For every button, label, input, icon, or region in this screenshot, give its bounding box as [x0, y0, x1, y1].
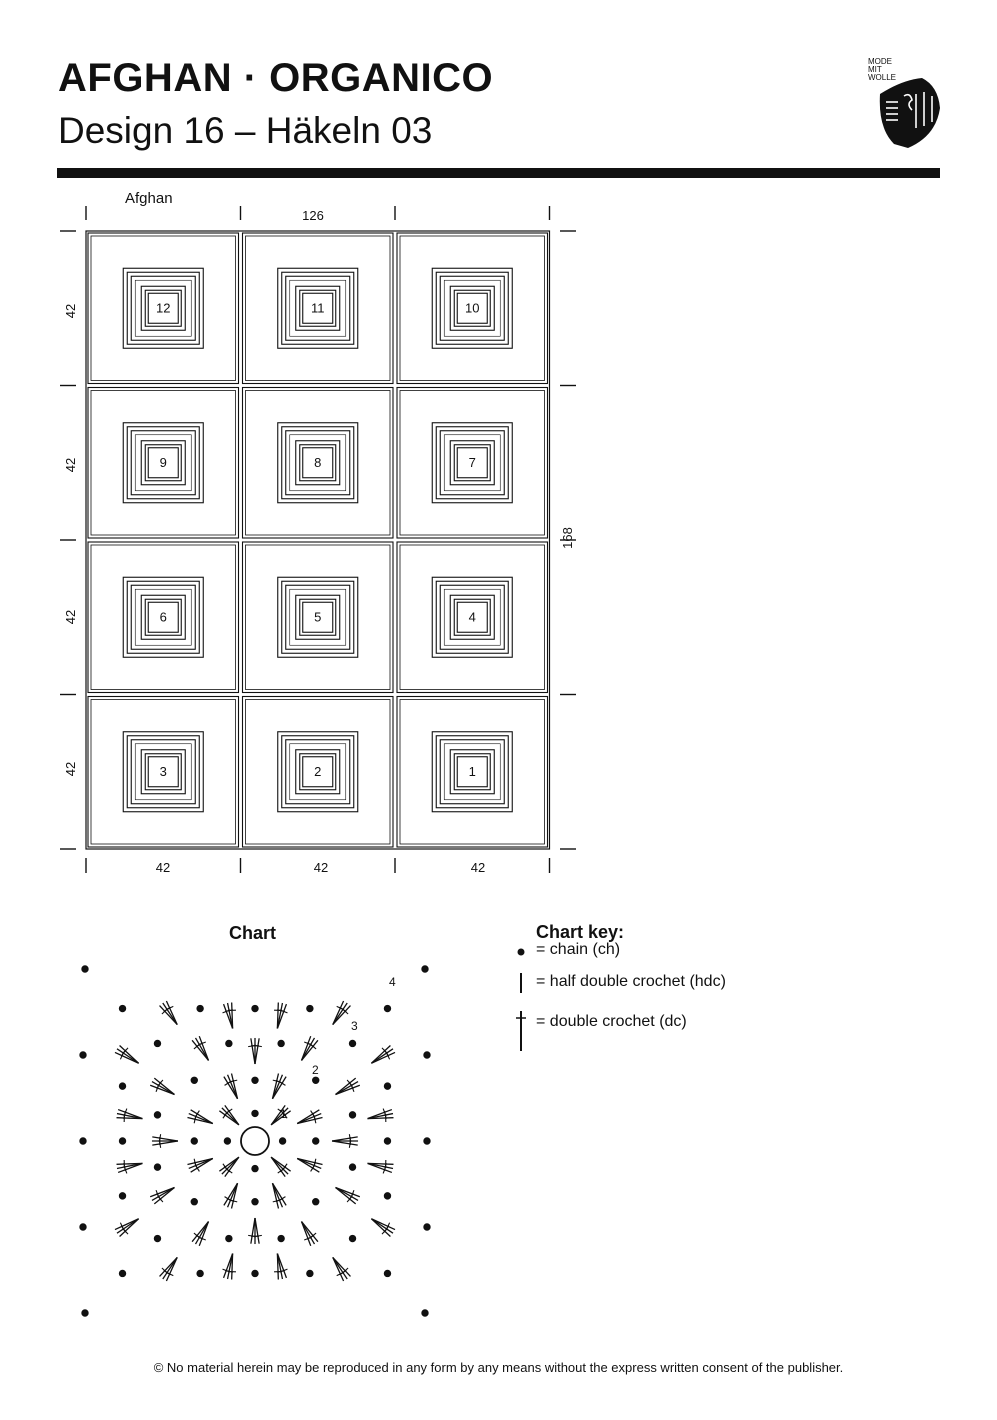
dc-symbol	[154, 1078, 174, 1094]
chain-dot	[252, 1165, 258, 1171]
chain-dot	[80, 1224, 86, 1230]
chain-dot	[313, 1077, 319, 1083]
chain-dot	[191, 1199, 197, 1205]
dc-symbol	[229, 1073, 237, 1098]
dc-symbol	[271, 1157, 285, 1176]
chain-dot	[154, 1112, 160, 1118]
dc-symbol	[192, 1222, 208, 1242]
chain-dot	[252, 1077, 258, 1083]
dc-stem	[225, 1105, 239, 1124]
chain-dot	[252, 1270, 258, 1276]
chain-dot	[252, 1110, 258, 1116]
chain-dot	[224, 1138, 230, 1144]
dc-stem	[166, 1001, 177, 1025]
dc-symbol	[198, 1036, 208, 1060]
dc-symbol	[118, 1163, 142, 1173]
chain-dot	[191, 1138, 197, 1144]
dimension-row-height: 42	[63, 457, 78, 473]
chain-dot	[307, 1005, 313, 1011]
square-number: 12	[156, 300, 171, 316]
square-number: 11	[311, 300, 325, 316]
dc-symbol	[336, 1187, 356, 1203]
dc-crossbar	[195, 1111, 199, 1118]
square-number: 4	[468, 609, 476, 625]
dc-stem	[336, 1085, 360, 1094]
page-subtitle: Design 16 – Häkeln 03	[58, 110, 433, 151]
chart-title: Chart	[229, 923, 277, 943]
dc-symbol	[166, 1001, 177, 1025]
chain-dot	[278, 1235, 284, 1241]
dc-symbol	[223, 1253, 233, 1277]
dc-crossbar	[226, 1109, 232, 1114]
chain-dot	[279, 1138, 285, 1144]
chain-dot	[349, 1112, 355, 1118]
page-title: AFGHAN · ORGANICO	[58, 56, 494, 100]
chain-dot	[422, 1310, 428, 1316]
dc-symbol	[301, 1040, 317, 1060]
chain-dot	[119, 1193, 125, 1199]
dc-stem	[199, 1036, 208, 1060]
chain-dot	[154, 1164, 160, 1170]
chain-dot	[197, 1270, 203, 1276]
dc-symbol	[228, 1003, 236, 1029]
dot-icon	[512, 943, 532, 969]
dc-stem	[333, 1257, 344, 1281]
chart-key-label: = double crochet (dc)	[536, 1013, 687, 1030]
square-number: 6	[159, 609, 167, 625]
chain-dot	[191, 1077, 197, 1083]
dimension-col-width: 42	[313, 860, 329, 875]
dimension-row-height: 42	[63, 761, 78, 777]
dimension-total-height: 168	[560, 527, 575, 549]
square-number: 9	[159, 454, 167, 470]
square-number: 1	[468, 763, 476, 779]
dimension-total-width: 126	[302, 208, 324, 223]
chain-dot	[384, 1138, 390, 1144]
logo-tagline: MODE MIT WOLLE	[868, 57, 897, 82]
dc-crossbar	[225, 1197, 232, 1201]
dc-crossbar	[223, 1164, 228, 1170]
dc-symbol	[277, 1253, 287, 1277]
chart-key-label: = chain (ch)	[536, 941, 621, 958]
chain-dot	[197, 1005, 203, 1011]
dc-symbol	[272, 1183, 280, 1208]
dc-crossbar	[279, 1081, 286, 1085]
chart-key	[512, 922, 872, 1053]
chain-dot	[119, 1005, 125, 1011]
chain-dot	[384, 1005, 390, 1011]
round-number-label: 2	[312, 1063, 319, 1077]
dc-symbol	[301, 1222, 311, 1246]
dc-symbol	[117, 1160, 143, 1168]
chart-key-row	[512, 943, 872, 969]
round-number-label: 1	[280, 1107, 287, 1121]
dc-symbol	[118, 1109, 142, 1119]
chain-dot	[313, 1199, 319, 1205]
square-number: 3	[159, 763, 167, 779]
chain-dot	[384, 1083, 390, 1089]
chain-dot	[80, 1138, 86, 1144]
chart-key-row	[512, 969, 872, 995]
dc-stem	[301, 1222, 310, 1246]
dimension-col-width: 42	[155, 860, 171, 875]
dimension-row-height: 42	[63, 303, 78, 319]
dc-symbol	[371, 1052, 395, 1063]
square-number: 10	[465, 300, 480, 316]
chart-key-label: = half double crochet (hdc)	[536, 973, 726, 990]
chain-dot	[80, 1052, 86, 1058]
dc-symbol	[277, 1004, 287, 1028]
dagger-icon	[512, 1009, 532, 1053]
chain-dot	[384, 1193, 390, 1199]
chain-dot	[226, 1235, 232, 1241]
dc-symbol	[333, 1257, 344, 1281]
chain-dot	[424, 1138, 430, 1144]
dc-symbol	[115, 1219, 139, 1230]
square-number: 8	[314, 454, 322, 470]
chain-dot	[349, 1164, 355, 1170]
dc-stem	[115, 1219, 139, 1230]
chain-dot	[307, 1270, 313, 1276]
dc-stem	[271, 1157, 285, 1176]
chain-dot	[154, 1040, 160, 1046]
dc-symbol	[274, 1253, 282, 1279]
chain-dot	[119, 1083, 125, 1089]
dc-symbol	[187, 1158, 212, 1166]
dc-stem	[371, 1052, 395, 1063]
chain-dot	[349, 1235, 355, 1241]
chain-dot	[278, 1040, 284, 1046]
chain-dot	[252, 1005, 258, 1011]
dimension-row-height: 42	[63, 609, 78, 625]
chart-key-title: Chart key:	[536, 922, 625, 942]
magic-ring-icon	[241, 1127, 269, 1155]
chain-dot	[226, 1040, 232, 1046]
dc-symbol	[297, 1115, 322, 1123]
dc-crossbar	[311, 1165, 315, 1172]
chain-dot	[422, 966, 428, 972]
dc-stem	[154, 1078, 174, 1094]
schematic-label: Afghan	[125, 190, 173, 207]
dc-symbol	[367, 1114, 393, 1122]
dc-symbol	[225, 1105, 239, 1124]
chain-dot	[119, 1138, 125, 1144]
dc-symbol	[150, 1187, 174, 1197]
square-number: 2	[314, 763, 322, 779]
round-number-label: 4	[389, 975, 396, 989]
dc-stem	[192, 1222, 208, 1242]
vertical-bar-icon	[512, 969, 532, 995]
chain-dot	[82, 1310, 88, 1316]
dc-symbol	[336, 1084, 360, 1094]
dc-symbol	[367, 1109, 391, 1119]
square-number: 5	[314, 609, 322, 625]
dc-stem	[150, 1187, 174, 1196]
dc-stem	[336, 1187, 356, 1203]
dc-stem	[301, 1040, 317, 1060]
chain-dot	[424, 1052, 430, 1058]
chain-dot	[424, 1224, 430, 1230]
square-number: 7	[468, 454, 476, 470]
dc-symbol	[223, 1004, 233, 1028]
copyright-notice: © No material herein may be reproduced in any form by any means without the express written consent of the publisher.	[153, 1360, 844, 1375]
chain-dot	[313, 1138, 319, 1144]
chain-dot	[349, 1040, 355, 1046]
chain-dot	[119, 1270, 125, 1276]
chain-dot	[154, 1235, 160, 1241]
chain-dot	[384, 1270, 390, 1276]
dc-stem	[219, 1157, 238, 1171]
dc-crossbar	[278, 1168, 284, 1173]
dc-symbol	[367, 1163, 391, 1173]
chain-dot	[82, 966, 88, 972]
round-number-label: 3	[351, 1019, 358, 1033]
dc-symbol	[219, 1157, 238, 1171]
chart-key-row	[512, 1009, 872, 1053]
chain-dot	[252, 1199, 258, 1205]
dimension-col-width: 42	[470, 860, 486, 875]
